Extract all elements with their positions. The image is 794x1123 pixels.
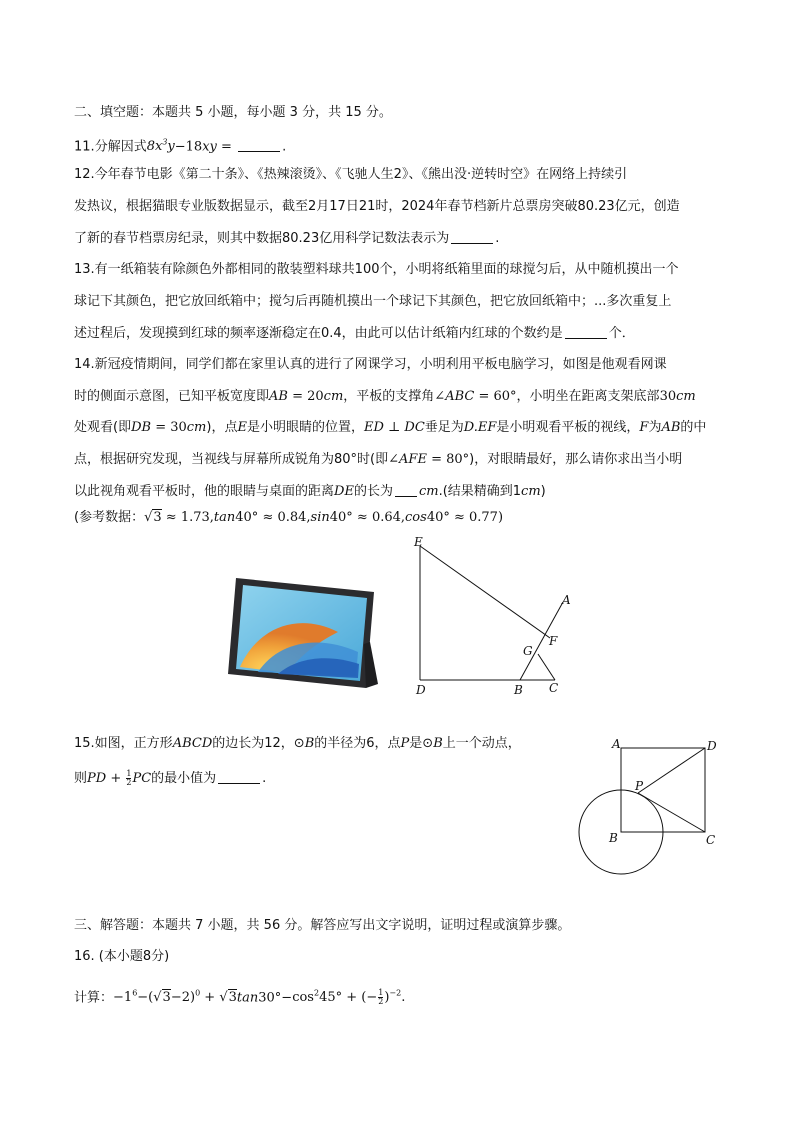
question-15-line-1: 15.如图，正方形ABCD的边长为12，⊙B的半径为6，点P是⊙B上一个动点， — [74, 736, 521, 751]
answer-blank-15[interactable] — [218, 771, 260, 784]
figure-14-geometry — [408, 534, 576, 698]
question-16-expression: 计算：$-1^6-(√3-2)^0 + √3\tan 30^\circ-\cos^245^\circ$ + (− $\frac{1}{2}$ )$^{-2}$. — [74, 988, 406, 1007]
tablet-illustration — [218, 572, 380, 690]
question-13-line-3: 述过程后，发现摸到红球的频率逐渐稳定在0.4，由此可以估计纸箱内红球的个数约是 个． — [74, 326, 635, 341]
label-B: B — [514, 683, 523, 697]
figure-15-geometry — [576, 734, 726, 882]
question-15-line-2: 则PD + $\frac{1}{2}$ PC的最小值为 . — [74, 769, 267, 787]
answer-blank-11[interactable] — [238, 139, 280, 152]
section-3-header: 三、解答题：本题共 7 小题，共 56 分。解答应写出文字说明，证明过程或演算步骤。 — [74, 918, 571, 933]
question-14-line-2: 时的侧面示意图，已知平板宽度即AB = 20cm，平板的支撑角∠ABC = 60°，小明坐在距离支架底部30cm — [74, 389, 696, 404]
answer-blank-13[interactable] — [565, 326, 607, 339]
label-B: B — [609, 831, 618, 845]
label-A: A — [612, 737, 621, 751]
question-14-line-5: 以此视角观看平板时，他的眼睛与桌面的距离DE的长为 cm.(结果精确到1cm) — [74, 484, 546, 499]
question-13-line-1: 13.有一纸箱装有除颜色外都相同的散装塑料球共100个，小明将纸箱里面的球搅匀后，从中随机摸出一个 — [74, 262, 679, 277]
question-14-line-1: 14.新冠疫情期间，同学们都在家里认真的进行了网课学习，小明利用平板电脑学习，如图是他观看网课 — [74, 357, 667, 372]
label-C: C — [549, 681, 559, 695]
question-12-line-3: 了新的春节档票房纪录，则其中数据80.23亿用科学记数法表示为 . — [74, 231, 500, 246]
section-2-header: 二、填空题：本题共 5 小题，每小题 3 分，共 15 分。 — [74, 105, 392, 120]
label-C: C — [706, 833, 716, 847]
label-A: A — [562, 593, 571, 607]
question-12-line-2: 发热议，根据猫眼专业版数据显示，截至2月17日21时，2024年春节档新片总票房突破80.23亿元，创造 — [74, 199, 680, 214]
label-D: D — [707, 739, 717, 753]
label-E: E — [414, 535, 423, 549]
label-P: P — [635, 779, 644, 793]
question-14-line-3: 处观看(即DB = 30cm)，点E是小明眼睛的位置，ED ⊥ DC垂足为D.EF是小明观看平板的视线，F为AB的中 — [74, 420, 707, 435]
label-F: F — [549, 634, 558, 648]
question-16-title: 16. (本小题8分) — [74, 949, 170, 964]
answer-blank-14[interactable] — [395, 484, 417, 497]
label-G: G — [523, 644, 533, 658]
question-11: 11.分解因式$8x^3y-18xy$ = . — [74, 138, 287, 155]
answer-blank-12[interactable] — [451, 231, 493, 244]
question-12-line-1: 12.今年春节电影《第二十条》、《热辣滚烫》、《飞驰人生2》、《熊出没·逆转时空》在网络上持续引 — [74, 167, 628, 182]
label-D: D — [416, 683, 426, 697]
question-14-reference: (参考数据：√3 ≈ 1.73,tan40° ≈ 0.84,sin40° ≈ 0.64,cos40° ≈ 0.77) — [74, 510, 504, 525]
question-14-line-4: 点，根据研究发现，当视线与屏幕所成锐角为80°时(即∠AFE = 80°)，对眼睛最好，那么请你求出当小明 — [74, 452, 683, 467]
question-13-line-2: 球记下其颜色，把它放回纸箱中；搅匀后再随机摸出一个球记下其颜色，把它放回纸箱中；...多次重复上 — [74, 294, 672, 309]
